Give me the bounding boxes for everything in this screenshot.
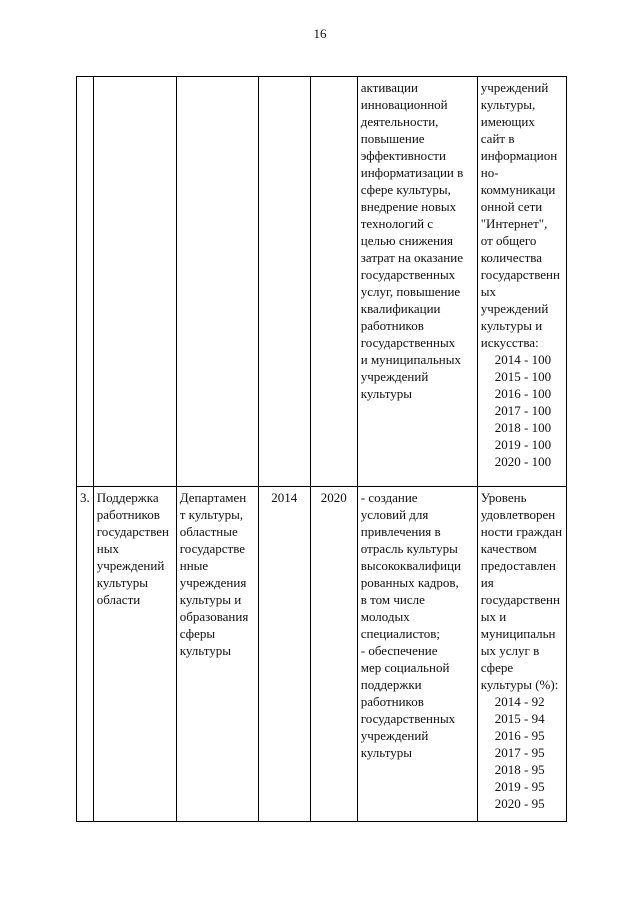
cell-number: 3. xyxy=(77,487,94,822)
cell-department: Департамен т культуры, областные государстве нные учреждения культуры и образования сферы культуры xyxy=(176,487,258,822)
cell-year-end xyxy=(310,77,357,487)
cell-activity: активации инновационной деятельности, повышение эффективности информатизации в сфере культуры, внедрение новых технологий с целью снижения затрат на оказание государственных услуг, повышение квалификации работников государственных и муниципальных учреждений культуры xyxy=(357,77,477,487)
indicator-years: 2014 - 100 2015 - 100 2016 - 100 2017 - 100 2018 - 100 2019 - 100 2020 - 100 xyxy=(494,352,552,469)
cell-activity: - создание условий для привлечения в отрасль культуры высококвалифици рованных кадров, в том числе молодых специалистов; - обеспечение мер социальной поддержки работников государственных учреждений культуры xyxy=(357,487,477,822)
table-row xyxy=(77,487,567,822)
cell-name: Поддержка работников государствен ных учреждений культуры области xyxy=(93,487,176,822)
table-row xyxy=(77,77,567,487)
indicator-years: 2014 - 92 2015 - 94 2016 - 95 2017 - 95 2018 - 95 2019 - 95 2020 - 95 xyxy=(494,694,545,811)
cell-year-start xyxy=(258,77,310,487)
page-number: 16 xyxy=(313,26,327,41)
cell-number xyxy=(77,77,94,487)
cell-department xyxy=(176,77,258,487)
cell-indicator: учреждений культуры, имеющих сайт в информацион но- коммуникаци онной сети "Интернет", от общего количества государственн ых учреждений культуры и искусства: 2014 - 100 2015 - 100 2016 - 100 2017 - 100 2018 - 100 2019 - 100 2020 - 100 xyxy=(477,77,566,487)
program-table xyxy=(76,76,567,822)
cell-indicator: Уровень удовлетворен ности граждан качеством предоставлен ия государственн ых и муниципальн ых услуг в сфере культуры (%): 2014 - 92 2015 - 94 2016 - 95 2017 - 95 2018 - 95 2019 - 95 2020 - 95 xyxy=(477,487,566,822)
cell-year-start: 2014 xyxy=(258,487,310,822)
cell-name xyxy=(93,77,176,487)
cell-year-end: 2020 xyxy=(310,487,357,822)
